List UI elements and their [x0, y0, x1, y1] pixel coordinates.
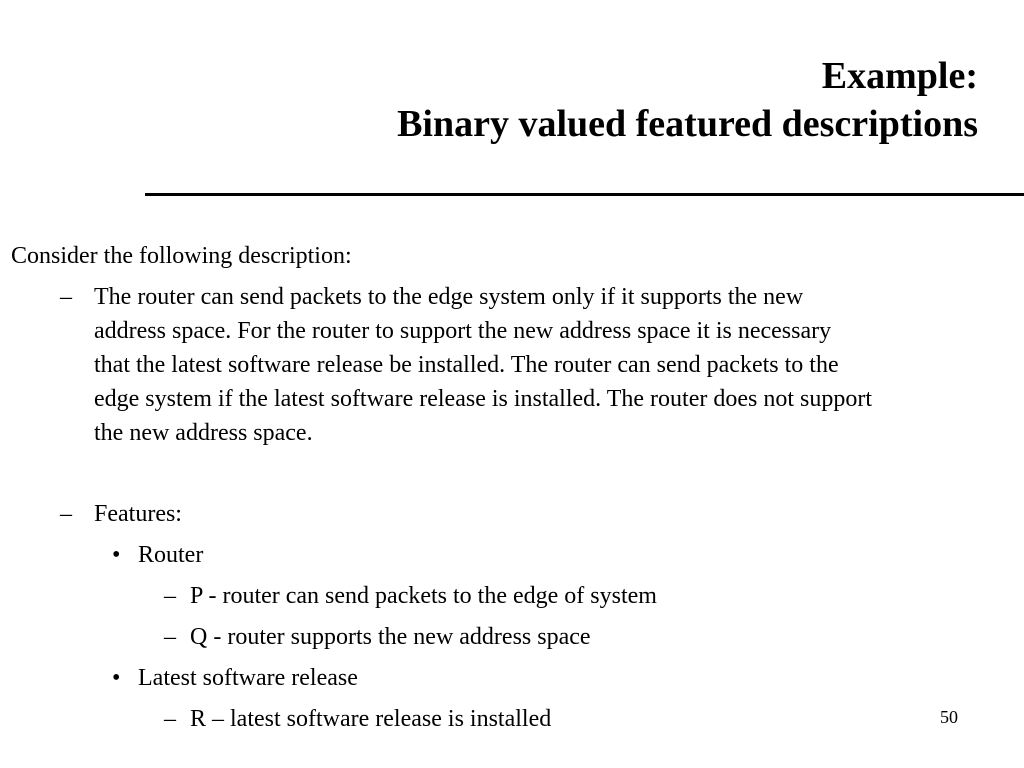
slide-title-line-2: Binary valued featured descriptions [397, 103, 978, 145]
features-heading: Features: [94, 501, 182, 527]
description-line: edge system if the latest software release is installed. The router does not support [94, 386, 873, 412]
dash-marker: – [164, 583, 176, 609]
feature-p-text: P - router can send packets to the edge of system [190, 583, 657, 609]
description-paragraph [94, 280, 1024, 450]
dash-marker: – [164, 706, 176, 732]
feature-q-text: Q - router supports the new address space [190, 624, 591, 650]
slide-number: 50 [940, 707, 958, 727]
router-heading: Router [138, 542, 204, 568]
description-line: The router can send packets to the edge system only if it supports the new [94, 284, 804, 310]
slide-title [397, 52, 978, 148]
feature-r-text: R – latest software release is installed [190, 706, 552, 732]
slide-title-line-1: Example: [821, 55, 978, 97]
description-line: address space. For the router to support the new address space it is necessary [94, 318, 832, 344]
title-divider [145, 193, 1024, 196]
description-line: that the latest software release be installed. The router can send packets to the [94, 352, 839, 378]
bullet-marker: • [112, 665, 121, 691]
dash-marker: – [164, 624, 176, 650]
intro-text: Consider the following description: [11, 243, 352, 269]
dash-marker: – [60, 501, 72, 527]
bullet-marker: • [112, 542, 121, 568]
software-heading: Latest software release [138, 665, 358, 691]
dash-marker: – [60, 284, 72, 310]
description-line: the new address space. [94, 420, 313, 446]
